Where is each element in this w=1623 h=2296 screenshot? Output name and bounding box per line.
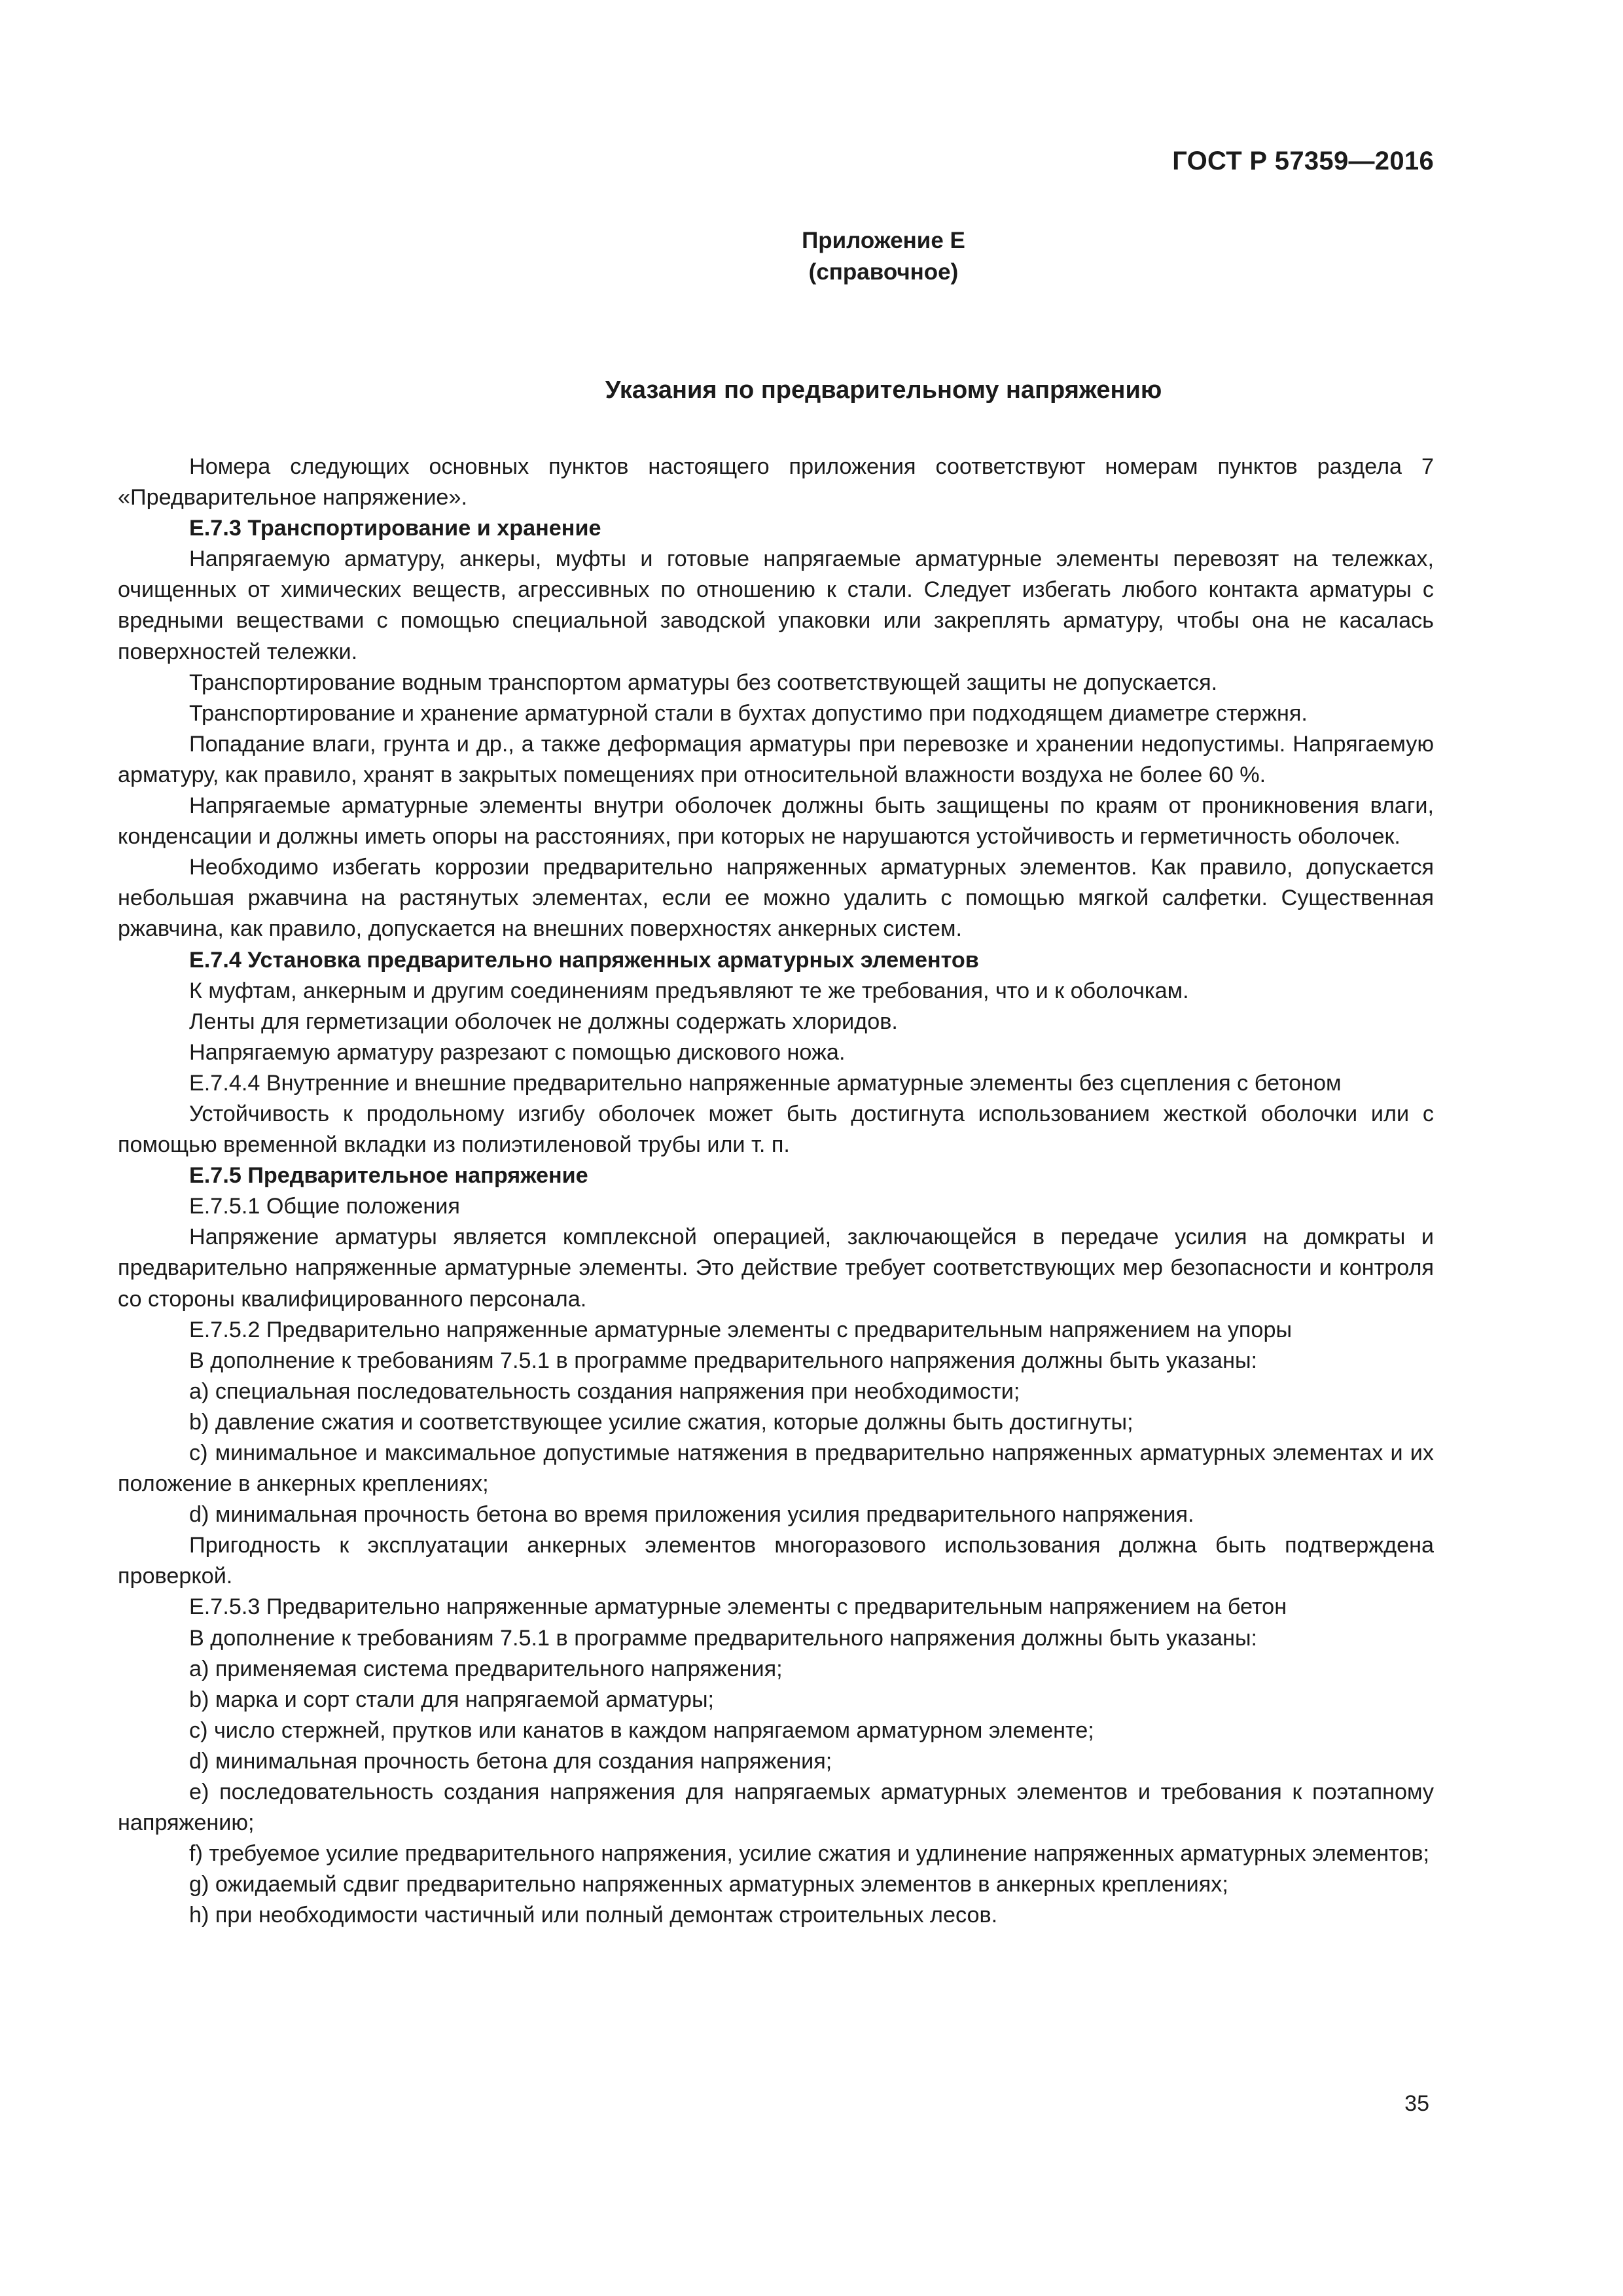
paragraph: Ленты для герметизации оболочек не должны содержать хлоридов. [189,1009,898,1034]
appendix-heading [0,225,1623,288]
paragraph: Напрягаемые арматурные элементы внутри оболочек должны быть защищены по краям от проникновения влаги, конденсации и должны иметь опоры на расстояниях, при которых не нарушаются устойчивость и герметичность оболочек. [118,793,1434,850]
appendix-type: (справочное) [808,259,959,285]
paragraph: Напрягаемую арматуру, анкеры, муфты и готовые напрягаемые арматурные элементы перевозят на тележках, очищенных от химических веществ, агрессивных по отношению к стали. Следует избегать любого контакта арматуры с вредными веществами с помощью специальной заводской упаковки или закреплять арматуру, чтобы она не касалась поверхностей тележки. [118,547,1434,664]
paragraph: Транспортирование и хранение арматурной стали в бухтах допустимо при подходящем диаметре стержня. [189,700,1308,726]
paragraph: Транспортирование водным транспортом арматуры без соответствующей защиты не допускается. [189,670,1218,695]
section-heading: E.7.3 Транспортирование и хранение [189,516,601,541]
page-number: 35 [1404,2091,1429,2116]
paragraph: E.7.5.1 Общие положения [189,1194,460,1219]
paragraph: c) минимальное и максимальное допустимые натяжения в предварительно напряженных арматурных элементах и их положение в анкерных креплениях; [118,1441,1434,1497]
paragraph: Попадание влаги, грунта и др., а также деформация арматуры при перевозке и хранении недопустимы. Напрягаемую арматуру, как правило, хранят в закрытых помещениях при относительной влажности воздуха не более 60 %. [118,731,1434,787]
paragraph: f) требуемое усилие предварительного напряжения, усилие сжатия и удлинение напряженных арматурных элементов; [189,1841,1430,1867]
paragraph: h) при необходимости частичный или полный демонтаж строительных лесов. [189,1903,998,1928]
paragraph: Номера следующих основных пунктов настоящего приложения соответствуют номерам пунктов раздела 7 «Предварительное напряжение». [118,454,1434,511]
section-heading: E.7.4 Установка предварительно напряженных арматурных элементов [189,947,979,973]
paragraph: E.7.4.4 Внутренние и внешние предварительно напряженные арматурные элементы без сцепления с бетоном [189,1070,1342,1096]
paragraph: В дополнение к требованиям 7.5.1 в программе предварительного напряжения должны быть указаны: [189,1348,1258,1373]
paragraph: В дополнение к требованиям 7.5.1 в программе предварительного напряжения должны быть указаны: [189,1625,1258,1651]
document-title [0,376,1623,404]
paragraph: Напряжение арматуры является комплексной операцией, заключающейся в передаче усилия на домкраты и предварительно напряженные арматурные элементы. Это действие требует соответствующих мер безопасности и контроля со стороны квалифицированного персонала. [118,1225,1434,1312]
document-title-text: Указания по предварительному напряжению [605,376,1162,404]
paragraph: К муфтам, анкерным и другим соединениям предъявляют те же требования, что и к оболочкам. [189,978,1189,1003]
paragraph: a) применяемая система предварительного напряжения; [189,1656,783,1681]
paragraph: g) ожидаемый сдвиг предварительно напряженных арматурных элементов в анкерных креплениях; [189,1872,1228,1897]
document-body [118,452,1434,1931]
paragraph: Напрягаемую арматуру разрезают с помощью дискового ножа. [189,1039,846,1065]
paragraph: b) марка и сорт стали для напрягаемой арматуры; [189,1687,715,1712]
paragraph: d) минимальная прочность бетона во время приложения усилия предварительного напряжения. [189,1502,1194,1528]
paragraph: Необходимо избегать коррозии предварительно напряженных арматурных элементов. Как правило, допускается небольшая ржавчина на растянутых элементах, если ее можно удалить с помощью мягкой салфетки. Существенная ржавчина, как правило, допускается на внешних поверхностях анкерных систем. [118,855,1434,942]
appendix-label: Приложение Е [802,228,965,253]
standard-designation: ГОСТ Р 57359—2016 [1172,147,1434,175]
paragraph: e) последовательность создания напряжения для напрягаемых арматурных элементов и требования к поэтапному напряжению; [118,1780,1434,1836]
section-heading: E.7.5 Предварительное напряжение [189,1163,588,1189]
paragraph: Пригодность к эксплуатации анкерных элементов многоразового использования должна быть подтверждена проверкой. [118,1533,1434,1589]
paragraph: E.7.5.2 Предварительно напряженные арматурные элементы с предварительным напряжением на упоры [189,1317,1293,1342]
paragraph: Устойчивость к продольному изгибу оболочек может быть достигнута использованием жесткой оболочки или с помощью временной вкладки из полиэтиленовой трубы или т. п. [118,1101,1434,1158]
paragraph: c) число стержней, прутков или канатов в каждом напрягаемом арматурном элементе; [189,1717,1094,1743]
paragraph: E.7.5.3 Предварительно напряженные арматурные элементы с предварительным напряжением на бетон [189,1594,1287,1620]
paragraph: a) специальная последовательность создания напряжения при необходимости; [189,1378,1020,1404]
paragraph: b) давление сжатия и соответствующее усилие сжатия, которые должны быть достигнуты; [189,1409,1133,1435]
paragraph: d) минимальная прочность бетона для создания напряжения; [189,1748,832,1774]
